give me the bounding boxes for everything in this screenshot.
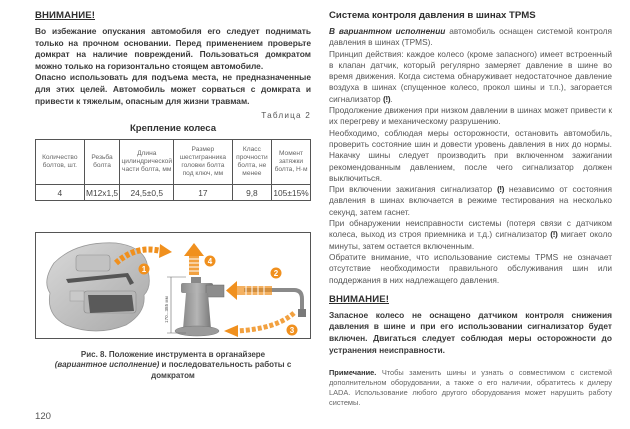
tpms-warning-icon: (!) <box>550 229 558 240</box>
warning-paragraph: Во избежание опускания автомобиля его следует поднимать только на прочном основании. Перед применением проверьте домкрат на наличие повреждений. Пользоваться домкратом можно только на горизонтально стоящем автомобиле. <box>35 26 311 71</box>
caption-title: Рис. 8. Положение инструмента в органайзере <box>80 350 266 359</box>
table-header-cell: Резьба болта <box>84 140 120 185</box>
wheel-mount-table <box>35 139 311 201</box>
warning-title: ВНИМАНИЕ! <box>35 10 95 21</box>
table-header-cell: Количество болтов, шт. <box>36 140 85 185</box>
paragraph-text: При обнаружении неисправности системы (потеря связи с датчиком колеса, выход из строя приемника и т.д.) сигнализатор <box>329 218 612 240</box>
caption-rest: и последовательность работы с домкратом <box>151 360 292 380</box>
table-cell: 24,5±0,5 <box>120 185 174 201</box>
table-cell: 9,8 <box>232 185 271 201</box>
table-row <box>36 185 311 201</box>
malfunction-paragraph <box>329 218 612 252</box>
table-cell: 4 <box>36 185 85 201</box>
organizer-tray-icon <box>47 243 150 331</box>
table-cell: 105±15% <box>272 185 311 201</box>
table-header-cell: Момент затяжки болта, Н·м <box>272 140 311 185</box>
svg-text:1: 1 <box>141 265 147 274</box>
figure-caption <box>35 350 311 381</box>
ignition-paragraph <box>329 184 612 218</box>
svg-text:2: 2 <box>273 269 279 278</box>
jack-illustration <box>36 233 311 339</box>
table-header-cell: Размер шестигранника головки болта под ключ, мм <box>174 140 233 185</box>
table-label: Таблица 2 <box>261 111 311 121</box>
note-label: Примечание. <box>329 368 377 378</box>
left-column <box>35 8 311 201</box>
paragraph-text: При включении зажигания сигнализатор <box>329 184 497 195</box>
jack-icon <box>175 277 224 336</box>
paragraph-text: . <box>390 93 393 104</box>
warning-title: ВНИМАНИЕ! <box>329 293 389 305</box>
arrow-step-4-icon <box>184 243 216 275</box>
table-header-cell: Длина цилиндрической части болта, мм <box>120 140 174 185</box>
paragraph-text: мигает около минуты, затем остается включенным. <box>329 229 612 251</box>
note-text: Чтобы заменить шины и узнать о совместимом с системой дополнительном оборудовании, а также о его наличии, обратитесь к дилеру LADA. Использование любого другого оборудования может нарушить работу системы. <box>329 368 612 407</box>
paragraph: Необходимо, соблюдая меры осторожности, остановить автомобиль, проверить состояние шин и довести уровень давления в них до нормы. Накачку шины следует производить при включенном зажигании рекомендованным давлением, после чего сигнализатор должен выключиться. <box>329 127 612 183</box>
table-cell: 17 <box>174 185 233 201</box>
paragraph-text: независимо от состояния давления в шинах включается в режиме тестирования на несколько секунд, затем гаснет. <box>329 184 612 217</box>
section-title: Система контроля давления в шинах TPMS <box>329 10 536 21</box>
arrow-step-3-icon <box>224 313 298 337</box>
paragraph: Обратите внимание, что использование системы TPMS не означает отсутствие необходимости правильного обслуживания шин или поддержания в них надлежащего давления. <box>329 251 612 285</box>
svg-text:170...385 мм: 170...385 мм <box>164 296 169 323</box>
right-column <box>329 8 612 407</box>
tpms-body <box>329 26 612 286</box>
svg-text:4: 4 <box>207 257 213 266</box>
paragraph-text: Принцип действия: каждое колесо (кроме запасного) имеет встроенный в клапан датчик, который регулярно замеряет давление в шине во время движения. Когда система обнаруживает недостаточное давление воздуха в шинах (спущенное колесо, прокол шины и т.п.), загорается сигнализатор <box>329 48 612 104</box>
arrow-step-2-icon <box>226 268 282 301</box>
principle-paragraph <box>329 49 612 105</box>
intro-rest: автомобиль оснащен системой контроля давления в шинах (TPMS). <box>329 26 612 48</box>
table-title: Крепление колеса <box>129 123 217 135</box>
intro-bold: В вариантном исполнении <box>329 26 446 36</box>
warning-body: Запасное колесо не оснащено датчиком контроля снижения давления в шине и при его использовании сигнализатор будет включен. Двигаться следует соблюдая меры осторожности до устранения неисправности. <box>329 309 612 355</box>
spare-wheel-warning <box>329 294 612 356</box>
intro-paragraph <box>329 26 612 49</box>
svg-text:3: 3 <box>289 326 295 335</box>
paragraph: Продолжение движения при низком давлении в шинах может привести к их перегреву и механическому разрушению. <box>329 105 612 127</box>
table-cell: M12x1,5 <box>84 185 120 201</box>
caption-italic: (вариантное исполнение) <box>54 360 160 370</box>
table-header-row <box>36 140 311 185</box>
warning-paragraph: Опасно использовать для подъема места, не предназначенные для этих целей. Автомобиль может сорваться с домкрата и привести к тяжелым, опасным для жизни травмам. <box>35 72 311 106</box>
page-number: 120 <box>35 411 52 422</box>
jack-procedure-figure <box>35 232 311 339</box>
warning-body <box>35 26 311 107</box>
table-header-cell: Класс прочности болта, не менее <box>232 140 271 185</box>
tpms-warning-icon: (!) <box>382 93 391 104</box>
note <box>329 368 612 407</box>
tpms-warning-icon: (!) <box>496 184 505 195</box>
